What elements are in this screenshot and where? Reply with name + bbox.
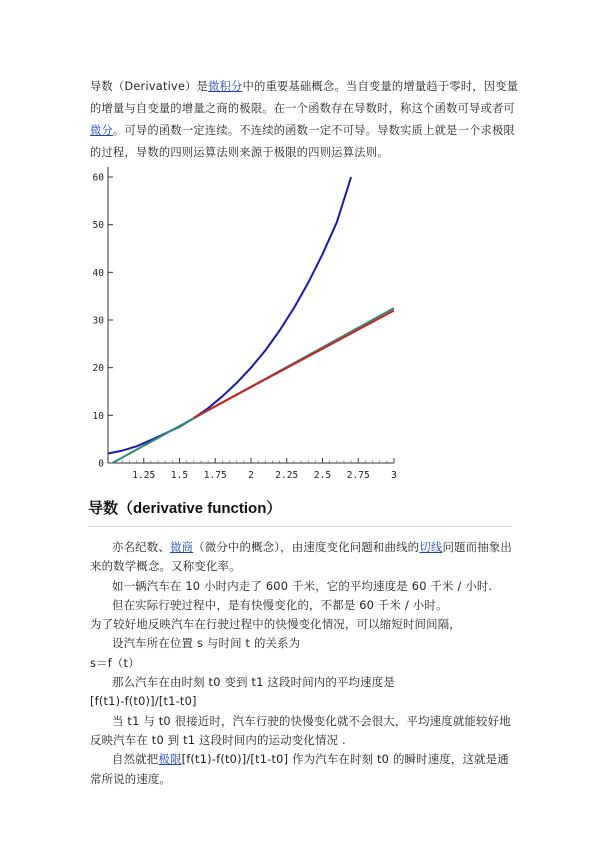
x-tick-label: 2.75 (346, 470, 370, 481)
formula-average: [f(t1)-f(t0)]/[t1-t0] (90, 694, 197, 709)
text: [f(t1)-f(t0)]/[t1-t0] 作为汽车在时刻 t0 的瞬时速度，这就是通常所说的速度。 (90, 752, 509, 786)
x-tick-label: 2.25 (275, 470, 299, 481)
y-tick-label: 30 (92, 315, 104, 327)
text: （微分中的概念），由速度变化问题和曲线的 (193, 540, 420, 554)
section-heading: 导数（derivative function） (88, 500, 282, 517)
x-tick-label: 1.75 (203, 470, 227, 481)
series-line-1 (108, 177, 351, 454)
intro-text-1: 导数（Derivative）是 (90, 80, 209, 93)
tangent-link[interactable]: 切线 (419, 540, 443, 554)
paragraph-actual: 但在实际行驶过程中，是有快慢变化的，不都是 60 千米 / 小时。 (112, 597, 448, 612)
paragraph-close: 当 t1 与 t0 很接近时，汽车行驶的快慢变化就不会很大，平均速度就能较好地反映汽车在 t0 到 t1 这段时间内的运动变化情况 . (90, 713, 511, 747)
intro-text-2: 中的重要基础概念。当自变量的增量趋于零时，因变量的增量与自变量的增量之商的极限。在一个函数存在导数时，称这个函数可导或者可 (90, 80, 519, 115)
paragraph-average: 那么汽车在由时刻 t0 变到 t1 这段时间内的平均速度是 (112, 675, 395, 690)
y-tick-label: 60 (92, 172, 104, 184)
derivative-quotient-link[interactable]: 微商 (169, 540, 194, 554)
y-tick-label: 20 (92, 363, 104, 375)
series-line-3 (194, 311, 394, 418)
x-tick-label: 2.5 (313, 470, 332, 481)
heading-divider (88, 526, 512, 527)
paragraph-definition (90, 538, 515, 577)
calculus-link[interactable]: 微积分 (208, 80, 243, 93)
paragraph-limit (90, 750, 515, 789)
intro-text-3: 。可导的函数一定连续。不连续的函数一定不可导。导数实质上就是一个求极限的过程，导数的四则运算法则来源于极限的四则运算法则。 (90, 124, 516, 159)
limit-link[interactable]: 极限 (158, 752, 182, 767)
y-tick-label: 50 (92, 220, 104, 232)
article-body (90, 538, 515, 789)
x-tick-label: 1.25 (132, 470, 156, 481)
x-tick-label: 2 (248, 470, 254, 481)
text: 亦名纪数、 (112, 540, 170, 554)
x-tick-label: 3 (391, 470, 397, 481)
differential-link[interactable]: 微分 (90, 124, 113, 137)
x-tick-label: 1.5 (170, 470, 189, 481)
paragraph-position: 设汽车所在位置 s 与时间 t 的关系为 (112, 636, 301, 651)
paragraph-interval: 为了较好地反映汽车在行驶过程中的快慢变化情况，可以缩短时间间隔， (90, 617, 461, 632)
y-tick-label: 0 (98, 458, 104, 470)
y-tick-label: 10 (92, 410, 104, 422)
text: 自然就把 (112, 752, 159, 767)
formula-position: s＝f（t） (90, 655, 140, 670)
paragraph-example: 如一辆汽车在 10 小时内走了 600 千米，它的平均速度是 60 千米 / 小时. (112, 578, 493, 593)
y-tick-label: 40 (92, 267, 104, 279)
text: 问题而抽象出来的数学概念。又称变化率。 (90, 540, 513, 574)
